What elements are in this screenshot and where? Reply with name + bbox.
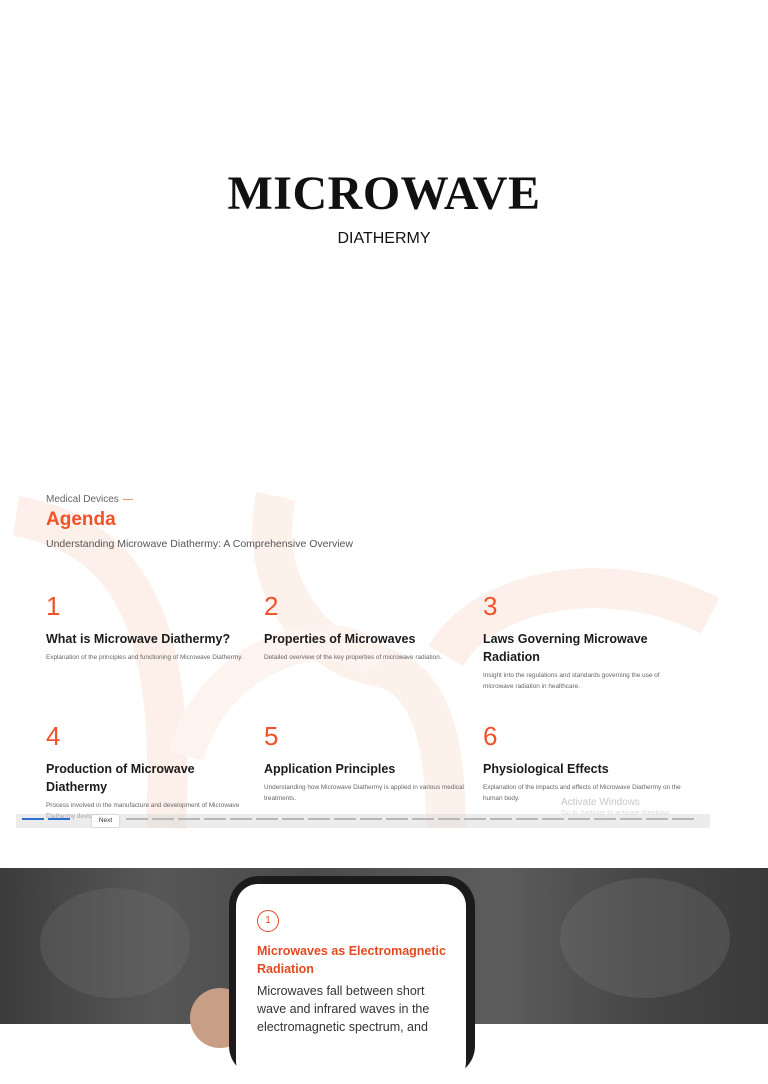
- agenda-item: [46, 721, 246, 822]
- progress-segment[interactable]: [594, 818, 616, 820]
- progress-segment[interactable]: [308, 818, 330, 820]
- agenda-item: [483, 591, 683, 692]
- agenda-item-title: Physiological Effects: [483, 762, 609, 776]
- document-title: MICROWAVE: [227, 167, 541, 220]
- eyebrow-label: Medical Devices: [46, 494, 119, 505]
- agenda-item-title: What is Microwave Diathermy?: [46, 632, 231, 646]
- progress-segment[interactable]: [438, 818, 460, 820]
- agenda-item-number: 1: [46, 591, 61, 621]
- progress-segment[interactable]: [568, 818, 590, 820]
- agenda-item-number: 3: [483, 591, 498, 621]
- card-body: Microwaves fall between short wave and infrared waves in the electromagnetic spectrum, and: [257, 984, 430, 1034]
- agenda-item-desc: Explanation of the impacts and effects of Microwave Diathermy on the human body.: [483, 784, 681, 802]
- agenda-item-desc: Insight into the regulations and standards governing the use of microwave radiation in healthcare.: [483, 672, 660, 690]
- agenda-item-desc: Understanding how Microwave Diathermy is applied in various medical treatments.: [264, 784, 464, 802]
- agenda-item-desc: Detailed overview of the key properties of microwave radiation.: [264, 654, 442, 661]
- slide-heading: Agenda: [46, 509, 116, 530]
- progress-segment[interactable]: [48, 818, 70, 820]
- progress-segment[interactable]: [360, 818, 382, 820]
- step-number-badge: 1: [257, 910, 279, 932]
- progress-segment[interactable]: [412, 818, 434, 820]
- phone-photo-slide: [0, 868, 768, 1034]
- agenda-item: [264, 591, 464, 663]
- progress-segment[interactable]: [620, 818, 642, 820]
- background-blur: [560, 878, 730, 998]
- slide-subheading: Understanding Microwave Diathermy: A Comprehensive Overview: [46, 538, 353, 550]
- progress-segment[interactable]: [282, 818, 304, 820]
- progress-segment[interactable]: [230, 818, 252, 820]
- progress-segment[interactable]: [126, 818, 148, 820]
- progress-segment[interactable]: [464, 818, 486, 820]
- agenda-item-number: 2: [264, 591, 279, 621]
- progress-segment[interactable]: [334, 818, 356, 820]
- progress-segment[interactable]: [490, 818, 512, 820]
- agenda-item-desc: Explanation of the principles and functioning of Microwave Diathermy.: [46, 654, 243, 661]
- agenda-item-title: Laws Governing Microwave Radiation: [483, 632, 648, 664]
- agenda-item-desc: Process involved in the manufacture and development of Microwave: [46, 802, 240, 809]
- phone-mockup: [229, 876, 475, 1076]
- progress-segment[interactable]: [386, 818, 408, 820]
- agenda-item-number: 5: [264, 721, 279, 751]
- agenda-item: [264, 721, 464, 804]
- progress-segment[interactable]: [516, 818, 538, 820]
- progress-segment[interactable]: [178, 818, 200, 820]
- progress-segment[interactable]: [22, 818, 44, 820]
- activate-windows-watermark: Activate Windows: [561, 797, 640, 808]
- agenda-item-number: 6: [483, 721, 498, 751]
- background-blur: [40, 888, 190, 998]
- agenda-item-number: 4: [46, 721, 61, 751]
- progress-segment[interactable]: [542, 818, 564, 820]
- title-page: [0, 0, 768, 460]
- agenda-item-title: Properties of Microwaves: [264, 632, 416, 646]
- next-button[interactable]: Next: [92, 815, 119, 827]
- agenda-item: [46, 591, 246, 663]
- agenda-item: [483, 721, 683, 804]
- agenda-item-title: Production of Microwave Diathermy: [46, 762, 195, 794]
- agenda-item-title: Application Principles: [264, 762, 396, 776]
- eyebrow-dash: —: [122, 494, 133, 505]
- phone-screen: [236, 884, 466, 1084]
- agenda-slide: [16, 496, 710, 828]
- progress-segment[interactable]: [256, 818, 278, 820]
- card-title: Microwaves as Electromagnetic Radiation: [257, 944, 446, 976]
- slide-progress-bar[interactable]: [16, 814, 710, 828]
- progress-segment[interactable]: [152, 818, 174, 820]
- progress-segment[interactable]: [204, 818, 226, 820]
- document-subtitle: DIATHERMY: [337, 230, 431, 247]
- progress-segment[interactable]: [672, 818, 694, 820]
- progress-segment[interactable]: [646, 818, 668, 820]
- slide-eyebrow: [46, 494, 133, 505]
